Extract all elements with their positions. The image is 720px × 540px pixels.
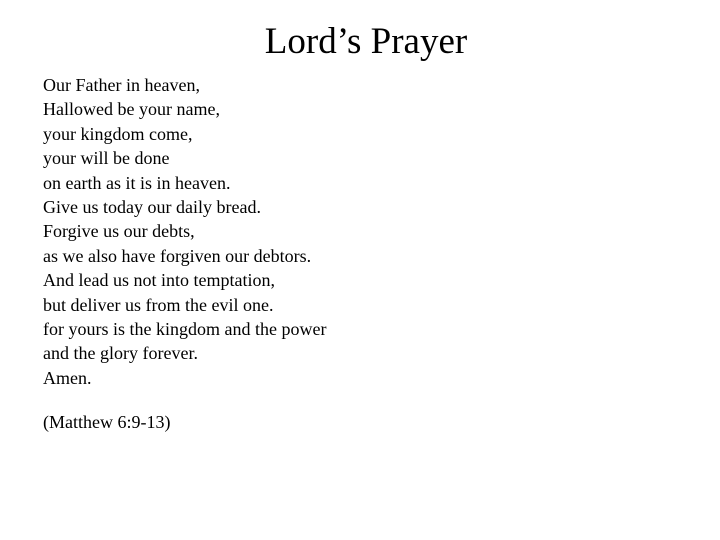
prayer-line: Our Father in heaven, <box>43 75 200 95</box>
prayer-line: Give us today our daily bread. <box>43 197 261 218</box>
prayer-line: but deliver us from the evil one. <box>43 294 274 315</box>
slide-title: Lord’s Prayer <box>264 21 468 62</box>
prayer-text <box>43 73 663 390</box>
prayer-line: on earth as it is in heaven. <box>43 172 231 193</box>
prayer-line: Amen. <box>43 367 92 388</box>
prayer-line: for yours is the kingdom and the power <box>43 319 327 340</box>
prayer-line: and the glory forever. <box>43 343 198 364</box>
prayer-line: as we also have forgiven our debtors. <box>43 245 312 266</box>
prayer-line: Hallowed be your name, <box>43 99 220 120</box>
prayer-line: And lead us not into temptation, <box>43 270 275 291</box>
prayer-line: your will be done <box>43 148 170 169</box>
scripture-citation: (Matthew 6:9-13) <box>43 412 171 432</box>
prayer-line: Forgive us our debts, <box>43 221 195 242</box>
prayer-line: your kingdom come, <box>43 123 193 144</box>
